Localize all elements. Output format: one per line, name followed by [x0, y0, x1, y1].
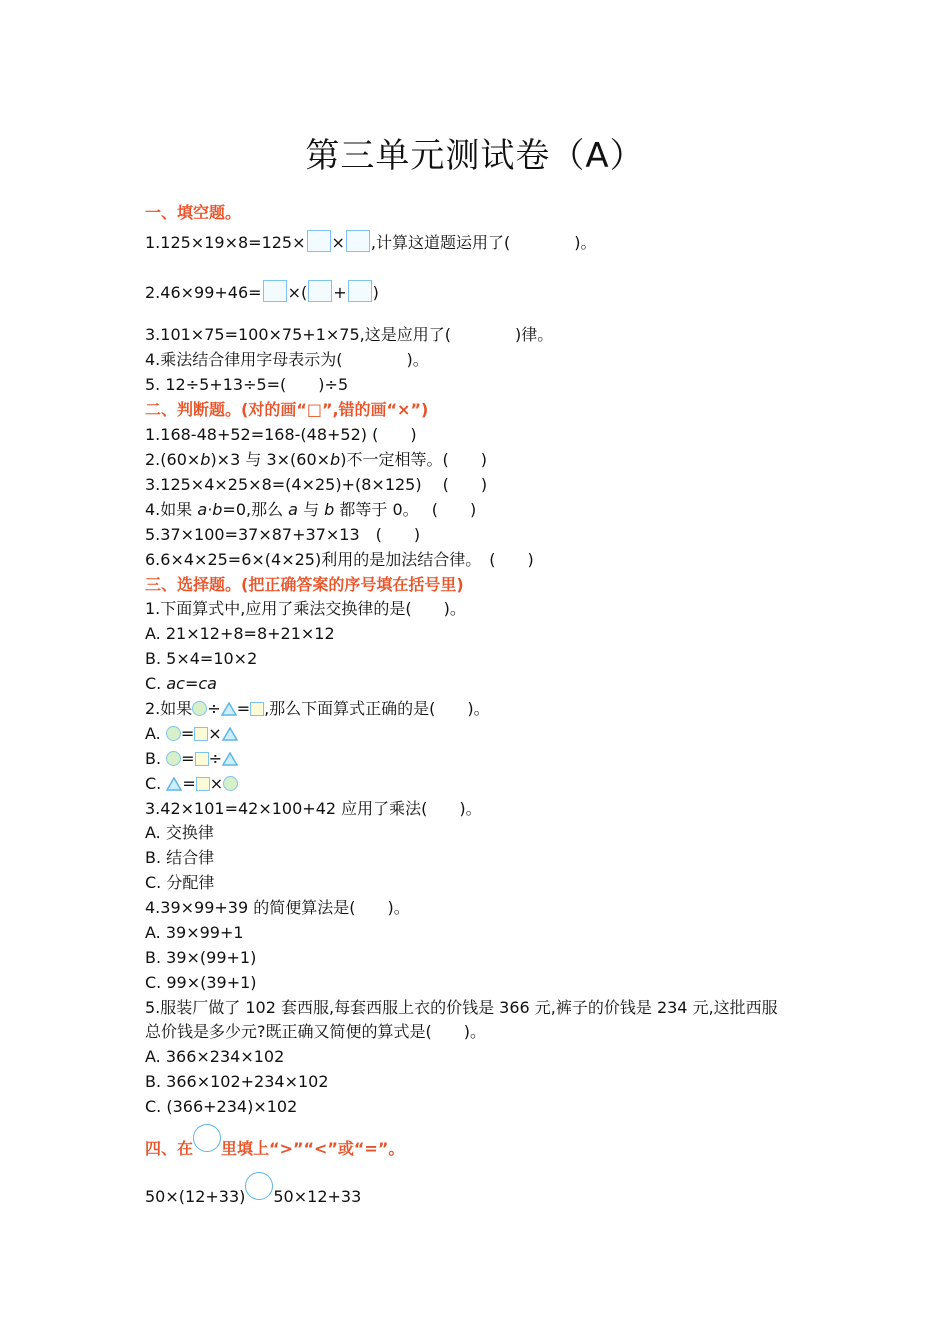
fill-q3: 3.101×75=100×75+1×75,这是应用了( )律。: [145, 325, 554, 344]
compare-right: 50×12+33: [273, 1187, 362, 1206]
judge-q3: 3.125×4×25×8=(4×25)+(8×125) ( ): [145, 475, 488, 494]
square-icon: [196, 777, 210, 791]
square-icon: [250, 702, 264, 716]
page-title: 第三单元测试卷（A）: [305, 136, 645, 176]
op-times: ×: [209, 774, 224, 793]
choice-q4-a: A. 39×99+1: [145, 923, 244, 942]
judge-q2-text: 2.(60×: [145, 450, 201, 469]
choice-q5-a: A. 366×234×102: [145, 1047, 285, 1066]
triangle-icon: [222, 727, 238, 741]
compare-answer-circle[interactable]: [245, 1172, 273, 1200]
choice-q4-c: C. 99×(39+1): [145, 973, 257, 992]
choice-q2: [145, 698, 490, 720]
fill-q2-plus: +: [333, 283, 347, 302]
fill-q1-op: ×: [331, 233, 345, 252]
answer-box[interactable]: [346, 230, 370, 252]
choice-q5-line2: 总价钱是多少元?既正确又简便的算式是( )。: [145, 1022, 486, 1041]
op-eq: =: [181, 749, 195, 768]
fill-q2-text: 2.46×99+46=: [145, 283, 262, 302]
compare-left: 50×(12+33): [145, 1187, 246, 1206]
choice-q2-tail: ,那么下面算式正确的是( )。: [264, 699, 490, 718]
judge-q5: 5.37×100=37×87+37×13 ( ): [145, 525, 421, 544]
judge-q4-text: =0,那么: [222, 500, 289, 519]
answer-box[interactable]: [307, 230, 331, 252]
op-div: ÷: [208, 749, 222, 768]
judge-q2: [145, 449, 487, 471]
section-compare-text: 四、在: [145, 1139, 194, 1158]
choice-q2-a: [145, 723, 238, 745]
variable-b: b: [200, 450, 211, 469]
op-eq: =: [180, 724, 195, 743]
choice-q5-b: B. 366×102+234×102: [145, 1072, 329, 1091]
judge-q2-tail: )不一定相等。( ): [340, 450, 487, 469]
judge-q4: [145, 499, 476, 521]
answer-box[interactable]: [263, 280, 287, 302]
triangle-icon: [221, 702, 237, 716]
choice-q3-b: B. 结合律: [145, 848, 215, 867]
section-choice: 三、选择题。(把正确答案的序号填在括号里): [145, 575, 464, 594]
choice-q5-line1: 5.服装厂做了 102 套西服,每套西服上衣的价钱是 366 元,裤子的价钱是 234 元,这批西服: [145, 998, 778, 1017]
fill-q4: 4.乘法结合律用字母表示为( )。: [145, 350, 429, 369]
judge-q4-text: 与: [297, 500, 325, 519]
section-compare: [145, 1124, 404, 1166]
section-compare-text: 里填上“>”“<”或“=”。: [221, 1139, 405, 1158]
choice-q1: 1.下面算式中,应用了乘法交换律的是( )。: [145, 599, 466, 618]
op-eq: =: [182, 774, 196, 793]
square-icon: [195, 752, 209, 766]
judge-q4-text: 4.如果: [145, 500, 198, 519]
judge-q1: 1.168-48+52=168-(48+52) ( ): [145, 425, 417, 444]
section-fill-blank: 一、填空题。: [145, 203, 242, 222]
judge-q4-tail: 都等于 0。 ( ): [334, 500, 477, 519]
op-eq: =: [236, 699, 251, 718]
answer-box[interactable]: [348, 280, 372, 302]
section-judge: 二、判断题。(对的画“□”,错的画“×”): [145, 400, 429, 419]
choice-q1-a: A. 21×12+8=8+21×12: [145, 624, 335, 643]
op-div: ÷: [207, 699, 221, 718]
choice-q2-text: 2.如果: [145, 699, 193, 718]
judge-q6: 6.6×4×25=6×(4×25)利用的是加法结合律。 ( ): [145, 550, 534, 569]
choice-q4: 4.39×99+39 的简便算法是( )。: [145, 898, 410, 917]
choice-q1-b: B. 5×4=10×2: [145, 649, 258, 668]
answer-box[interactable]: [308, 280, 332, 302]
circle-icon: [166, 751, 181, 766]
variable-a: a: [288, 500, 298, 519]
fill-q1-text: 1.125×19×8=125×: [145, 233, 306, 252]
variable-b: b: [330, 450, 341, 469]
fill-q2: [145, 280, 379, 304]
fill-q2-close: ): [372, 283, 379, 302]
expr-ab: a·b: [197, 500, 223, 519]
variable-b: b: [324, 500, 335, 519]
choice-q3-c: C. 分配律: [145, 873, 215, 892]
circle-icon: [192, 701, 207, 716]
circle-icon: [193, 1124, 221, 1152]
choice-q3-a: A. 交换律: [145, 823, 214, 842]
choice-q2-c: [145, 773, 238, 795]
option-label: C.: [145, 774, 167, 793]
choice-q1-c: [145, 673, 217, 695]
judge-q2-text: )×3 与 3×(60×: [210, 450, 331, 469]
option-label: C.: [145, 674, 167, 693]
fill-q1: [145, 230, 597, 254]
option-label: A.: [145, 724, 166, 743]
fill-q5: 5. 12÷5+13÷5=( )÷5: [145, 375, 349, 394]
circle-icon: [166, 726, 181, 741]
expr-ac-ca: ac=ca: [166, 674, 217, 693]
choice-q3: 3.42×101=42×100+42 应用了乘法( )。: [145, 799, 482, 818]
op-times: ×: [208, 724, 222, 743]
fill-q1-tail: ,计算这道题运用了( )。: [370, 233, 597, 252]
choice-q4-b: B. 39×(99+1): [145, 948, 257, 967]
triangle-icon: [166, 777, 182, 791]
option-label: B.: [145, 749, 167, 768]
square-icon: [194, 727, 208, 741]
choice-q5-c: C. (366+234)×102: [145, 1097, 298, 1116]
fill-q2-op: ×(: [287, 283, 308, 302]
circle-icon: [223, 776, 238, 791]
choice-q2-b: [145, 748, 238, 770]
compare-q1: [145, 1172, 361, 1214]
triangle-icon: [222, 752, 238, 766]
